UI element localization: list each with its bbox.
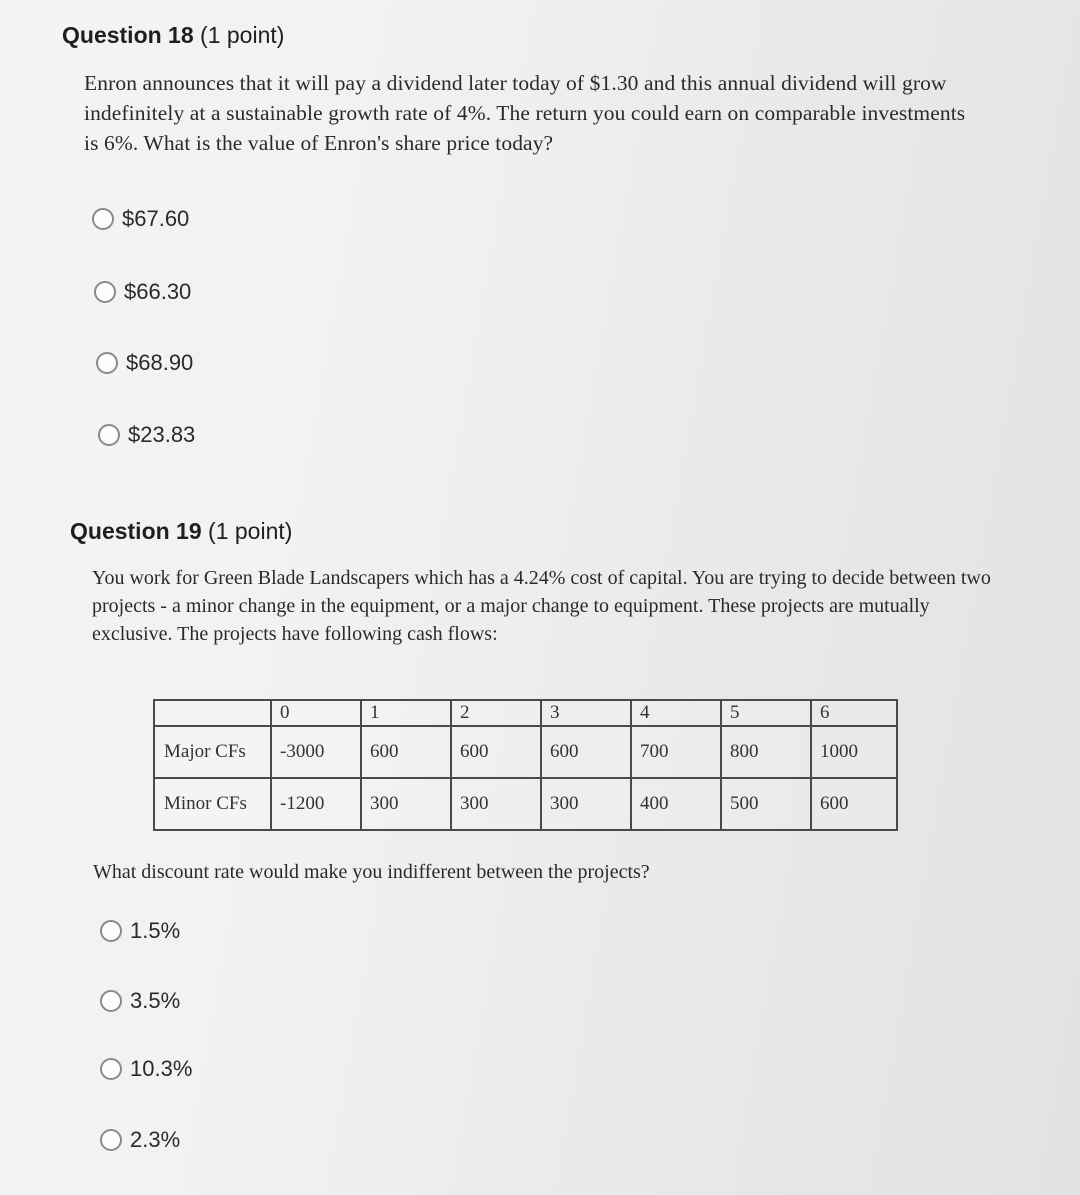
table-cell: -1200 (271, 778, 361, 830)
q18-title-text: Question 18 (62, 22, 194, 48)
q18-title (62, 22, 284, 49)
radio-button[interactable] (100, 920, 122, 942)
table-cell: -3000 (271, 726, 361, 778)
option-label: 10.3% (130, 1056, 193, 1081)
table-header-cell: 6 (811, 700, 897, 726)
table-cell: 300 (361, 778, 451, 830)
option-label: $68.90 (126, 350, 194, 375)
table-cell: 800 (721, 726, 811, 778)
option-label: $67.60 (122, 206, 190, 231)
table-cell: 300 (451, 778, 541, 830)
radio-button[interactable] (98, 424, 120, 446)
table-header-cell: 3 (541, 700, 631, 726)
table-row (154, 726, 897, 778)
radio-button[interactable] (100, 1058, 122, 1080)
option-label: 2.3% (130, 1127, 181, 1152)
q19-question-text: You work for Green Blade Landscapers which has a 4.24% cost of capital. You are trying to decide between two projects - a minor change in the equipment, or a major change to equipment. These projects are mutually exclusive. The projects have following cash flows: (92, 567, 991, 645)
q19-option-2[interactable] (100, 988, 180, 1014)
q19-title (70, 518, 292, 545)
table-header-row (154, 700, 897, 726)
table-header-cell: 4 (631, 700, 721, 726)
radio-button[interactable] (96, 352, 118, 374)
q19-option-3[interactable] (100, 1056, 192, 1082)
option-label: 1.5% (130, 918, 181, 943)
q19-option-1[interactable] (100, 918, 180, 944)
table-header-cell: 5 (721, 700, 811, 726)
radio-button[interactable] (92, 208, 114, 230)
q18-option-3[interactable] (96, 350, 193, 376)
q18-option-2[interactable] (94, 279, 191, 305)
table-header-cell: 1 (361, 700, 451, 726)
row-label: Minor CFs (154, 778, 271, 830)
table-header-cell: 2 (451, 700, 541, 726)
table-cell: 600 (811, 778, 897, 830)
table-header-cell (154, 700, 271, 726)
table-cell: 300 (541, 778, 631, 830)
q18-option-4[interactable] (98, 422, 195, 448)
q18-question-text: Enron announces that it will pay a dividend later today of $1.30 and this annual dividend will grow indefinitely at a sustainable growth rate of 4%. The return you could earn on comparable investments is 6%. What is the value of Enron's share price today? (84, 71, 966, 155)
option-label: 3.5% (130, 988, 181, 1013)
table-header-cell: 0 (271, 700, 361, 726)
table-cell: 700 (631, 726, 721, 778)
q19-option-4[interactable] (100, 1127, 180, 1153)
option-label: $23.83 (128, 422, 196, 447)
q19-followup-question: What discount rate would make you indifferent between the projects? (93, 861, 650, 883)
cash-flow-table (153, 699, 898, 831)
radio-button[interactable] (94, 281, 116, 303)
radio-button[interactable] (100, 1129, 122, 1151)
table-cell: 400 (631, 778, 721, 830)
radio-button[interactable] (100, 990, 122, 1012)
row-label: Major CFs (154, 726, 271, 778)
table-cell: 500 (721, 778, 811, 830)
q18-points: (1 point) (200, 22, 285, 48)
q19-points: (1 point) (208, 518, 293, 544)
q18-option-1[interactable] (92, 206, 189, 232)
q19-title-text: Question 19 (70, 518, 202, 544)
table-cell: 1000 (811, 726, 897, 778)
table-cell: 600 (541, 726, 631, 778)
table-cell: 600 (451, 726, 541, 778)
table-row (154, 778, 897, 830)
table-cell: 600 (361, 726, 451, 778)
option-label: $66.30 (124, 279, 192, 304)
